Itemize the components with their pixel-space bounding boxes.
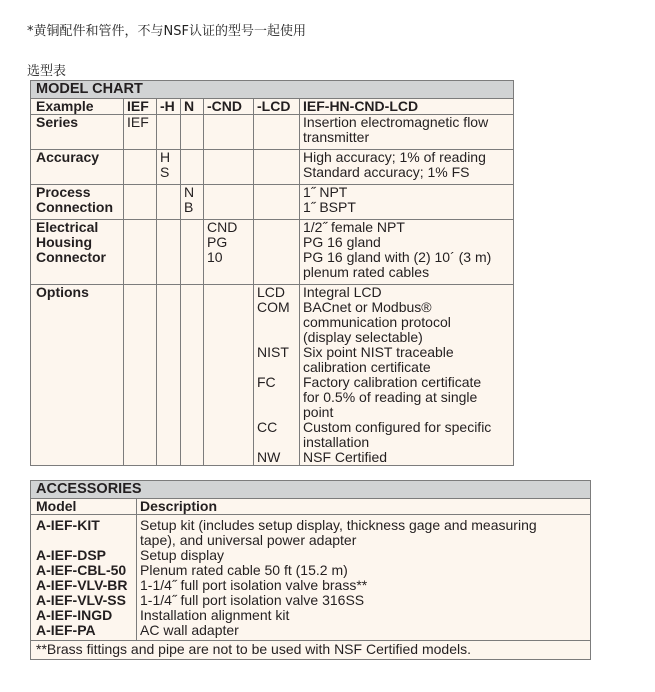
header-h: -H [157,99,181,115]
header-example: Example [31,99,124,115]
nsf-note: *黄铜配件和管件，不与NSF认证的型号一起使用 [27,24,306,39]
model-chart-table [30,80,514,466]
table-row: A-IEF-VLV-SS 1-1/4˝ full port isolation valve 316SS [31,593,591,608]
accessories-footnote-row [31,641,591,660]
accuracy-label: Accuracy [31,150,124,185]
accuracy-desc: High accuracy; 1% of reading Standard accuracy; 1% FS [300,150,514,185]
housing-row [31,220,514,285]
options-desc: Integral LCD BACnet or Modbus® communication protocol (display selectable) Six point NIST traceable calibration certificate Factory calibration certificate for 0.5% of reading at single point Custom configured for specific installation NSF Certified [300,285,514,466]
table-row: A-IEF-INGD Installation alignment kit [31,608,591,623]
table-row: A-IEF-KIT Setup kit (includes setup display, thickness gage and measuring tape), and universal power adapter [31,515,591,549]
table-row: A-IEF-DSP Setup display [31,548,591,563]
accessories-footnote: **Brass fittings and pipe are not to be used with NSF Certified models. [31,641,591,660]
process-codes: N B [181,185,204,220]
housing-codes: CND PG 10 [204,220,254,285]
section-label: 选型表 [27,64,67,79]
model-chart-title: MODEL CHART [31,81,514,99]
process-desc: 1˝ NPT 1˝ BSPT [300,185,514,220]
header-n: N [181,99,204,115]
options-codes: LCD COM NIST FC CC NW [254,285,300,466]
series-code: IEF [124,115,157,150]
header-ief: IEF [124,99,157,115]
header-lcd: -LCD [254,99,300,115]
series-desc: Insertion electromagnetic flow transmitter [300,115,514,150]
table-row: A-IEF-PA AC wall adapter [31,623,591,641]
options-label: Options [31,285,124,466]
series-label: Series [31,115,124,150]
accessories-title: ACCESSORIES [31,481,591,499]
header-cnd: -CND [204,99,254,115]
accessories-header-row [31,499,591,515]
table-row: A-IEF-VLV-BR 1-1/4˝ full port isolation valve brass** [31,578,591,593]
process-connection-label: Process Connection [31,185,124,220]
process-connection-row [31,185,514,220]
table-row: A-IEF-CBL-50 Plenum rated cable 50 ft (15.2 m) [31,563,591,578]
accuracy-row [31,150,514,185]
housing-label: Electrical Housing Connector [31,220,124,285]
model-chart-header-row [31,99,514,115]
options-row [31,285,514,466]
accessories-table [30,480,591,660]
header-description: Description [137,499,591,515]
housing-desc: 1/2˝ female NPT PG 16 gland PG 16 gland with (2) 10´ (3 m) plenum rated cables [300,220,514,285]
header-example-code: IEF-HN-CND-LCD [300,99,514,115]
accuracy-codes: H S [157,150,181,185]
header-model: Model [31,499,137,515]
series-row [31,115,514,150]
